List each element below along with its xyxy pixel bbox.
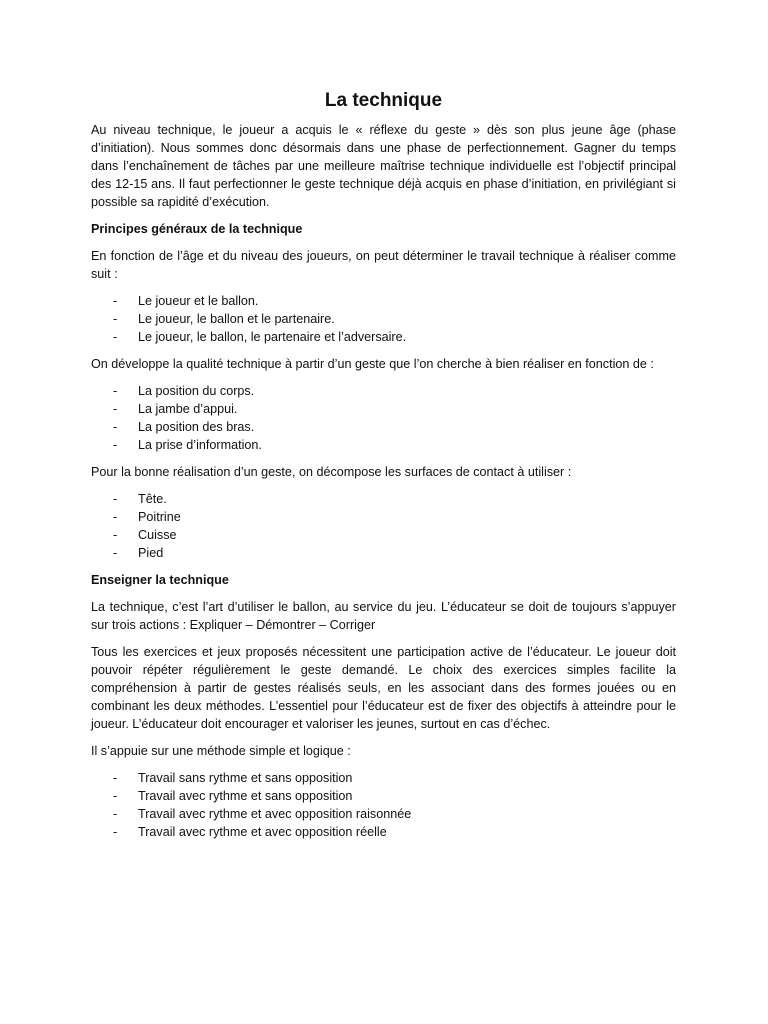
list-item-text: Travail avec rythme et avec opposition réelle (138, 825, 387, 839)
enseigner-paragraph-2: Tous les exercices et jeux proposés nécessitent une participation active de l’éducateur. Le joueur doit pouvoir répéter régulièrement le geste demandé. Le choix des exercices simples facilite la compréhension à partir de gestes réalisés seuls, en les associant dans des formes jouées ou en combinant les deux méthodes. L’essentiel pour l’éducateur est de fixer des objectifs à atteindre pour le joueur. L’éducateur doit encourager et valoriser les jeunes, surtout en cas d’échec. (91, 645, 676, 731)
principes-paragraph-3: Pour la bonne réalisation d’un geste, on décompose les surfaces de contact à utiliser : (91, 465, 572, 479)
bullet-dash: - (113, 771, 118, 785)
document-title: La technique (324, 90, 443, 111)
principes-paragraph-1: En fonction de l’âge et du niveau des joueurs, on peut déterminer le travail technique à réaliser comme suit : (91, 249, 676, 281)
bullet-dash: - (113, 420, 118, 434)
intro-paragraph: Au niveau technique, le joueur a acquis le « réflexe du geste » dès son plus jeune âge (phase d’initiation). Nous sommes donc désormais dans une phase de perfectionnement. Gagner du temps dans l’enchaînement de tâches par une meilleure maîtrise technique individuelle est l’objectif principal des 12-15 ans. Il faut perfectionner le geste technique déjà acquis en phase d’initiation, en privilégiant si possible sa rapidité d’exécution. (91, 123, 676, 209)
list-item-text: La position des bras. (138, 420, 255, 434)
list-item-text: Le joueur et le ballon. (138, 294, 259, 308)
list-item (91, 418, 676, 436)
list-item (91, 490, 676, 508)
principes-list-2 (91, 382, 676, 454)
list-item (91, 769, 676, 787)
list-item (91, 310, 676, 328)
list-item-text: Travail avec rythme et sans opposition (138, 789, 353, 803)
list-item (91, 436, 676, 454)
enseigner-paragraph-1: La technique, c’est l’art d’utiliser le ballon, au service du jeu. L’éducateur se doit de toujours s’appuyer sur trois actions : Expliquer – Démontrer – Corriger (91, 600, 676, 632)
list-item (91, 805, 676, 823)
list-item (91, 292, 676, 310)
list-item-text: La prise d’information. (138, 438, 262, 452)
list-item (91, 508, 676, 526)
list-item-text: La position du corps. (138, 384, 255, 398)
bullet-dash: - (113, 825, 118, 839)
document-page (91, 88, 676, 850)
bullet-dash: - (113, 330, 118, 344)
list-item (91, 382, 676, 400)
enseigner-list (91, 769, 676, 841)
principes-list-3 (91, 490, 676, 562)
list-item (91, 544, 676, 562)
list-item-text: Cuisse (138, 528, 177, 542)
section-heading-principes: Principes généraux de la technique (91, 222, 303, 236)
bullet-dash: - (113, 492, 118, 506)
enseigner-paragraph-3: Il s’appuie sur une méthode simple et logique : (91, 744, 351, 758)
bullet-dash: - (113, 789, 118, 803)
list-item-text: La jambe d’appui. (138, 402, 238, 416)
principes-list-1 (91, 292, 676, 346)
bullet-dash: - (113, 402, 118, 416)
bullet-dash: - (113, 546, 118, 560)
list-item-text: Travail sans rythme et sans opposition (138, 771, 353, 785)
list-item (91, 787, 676, 805)
bullet-dash: - (113, 510, 118, 524)
bullet-dash: - (113, 312, 118, 326)
list-item (91, 400, 676, 418)
bullet-dash: - (113, 528, 118, 542)
list-item (91, 823, 676, 841)
list-item-text: Poitrine (138, 510, 181, 524)
list-item-text: Pied (138, 546, 164, 560)
list-item-text: Tête. (138, 492, 167, 506)
bullet-dash: - (113, 294, 118, 308)
bullet-dash: - (113, 384, 118, 398)
list-item-text: Le joueur, le ballon, le partenaire et l’adversaire. (138, 330, 407, 344)
section-heading-enseigner: Enseigner la technique (91, 573, 229, 587)
bullet-dash: - (113, 807, 118, 821)
list-item-text: Travail avec rythme et avec opposition raisonnée (138, 807, 412, 821)
list-item-text: Le joueur, le ballon et le partenaire. (138, 312, 335, 326)
bullet-dash: - (113, 438, 118, 452)
list-item (91, 526, 676, 544)
list-item (91, 328, 676, 346)
principes-paragraph-2: On développe la qualité technique à partir d’un geste que l’on cherche à bien réaliser en fonction de : (91, 357, 654, 371)
